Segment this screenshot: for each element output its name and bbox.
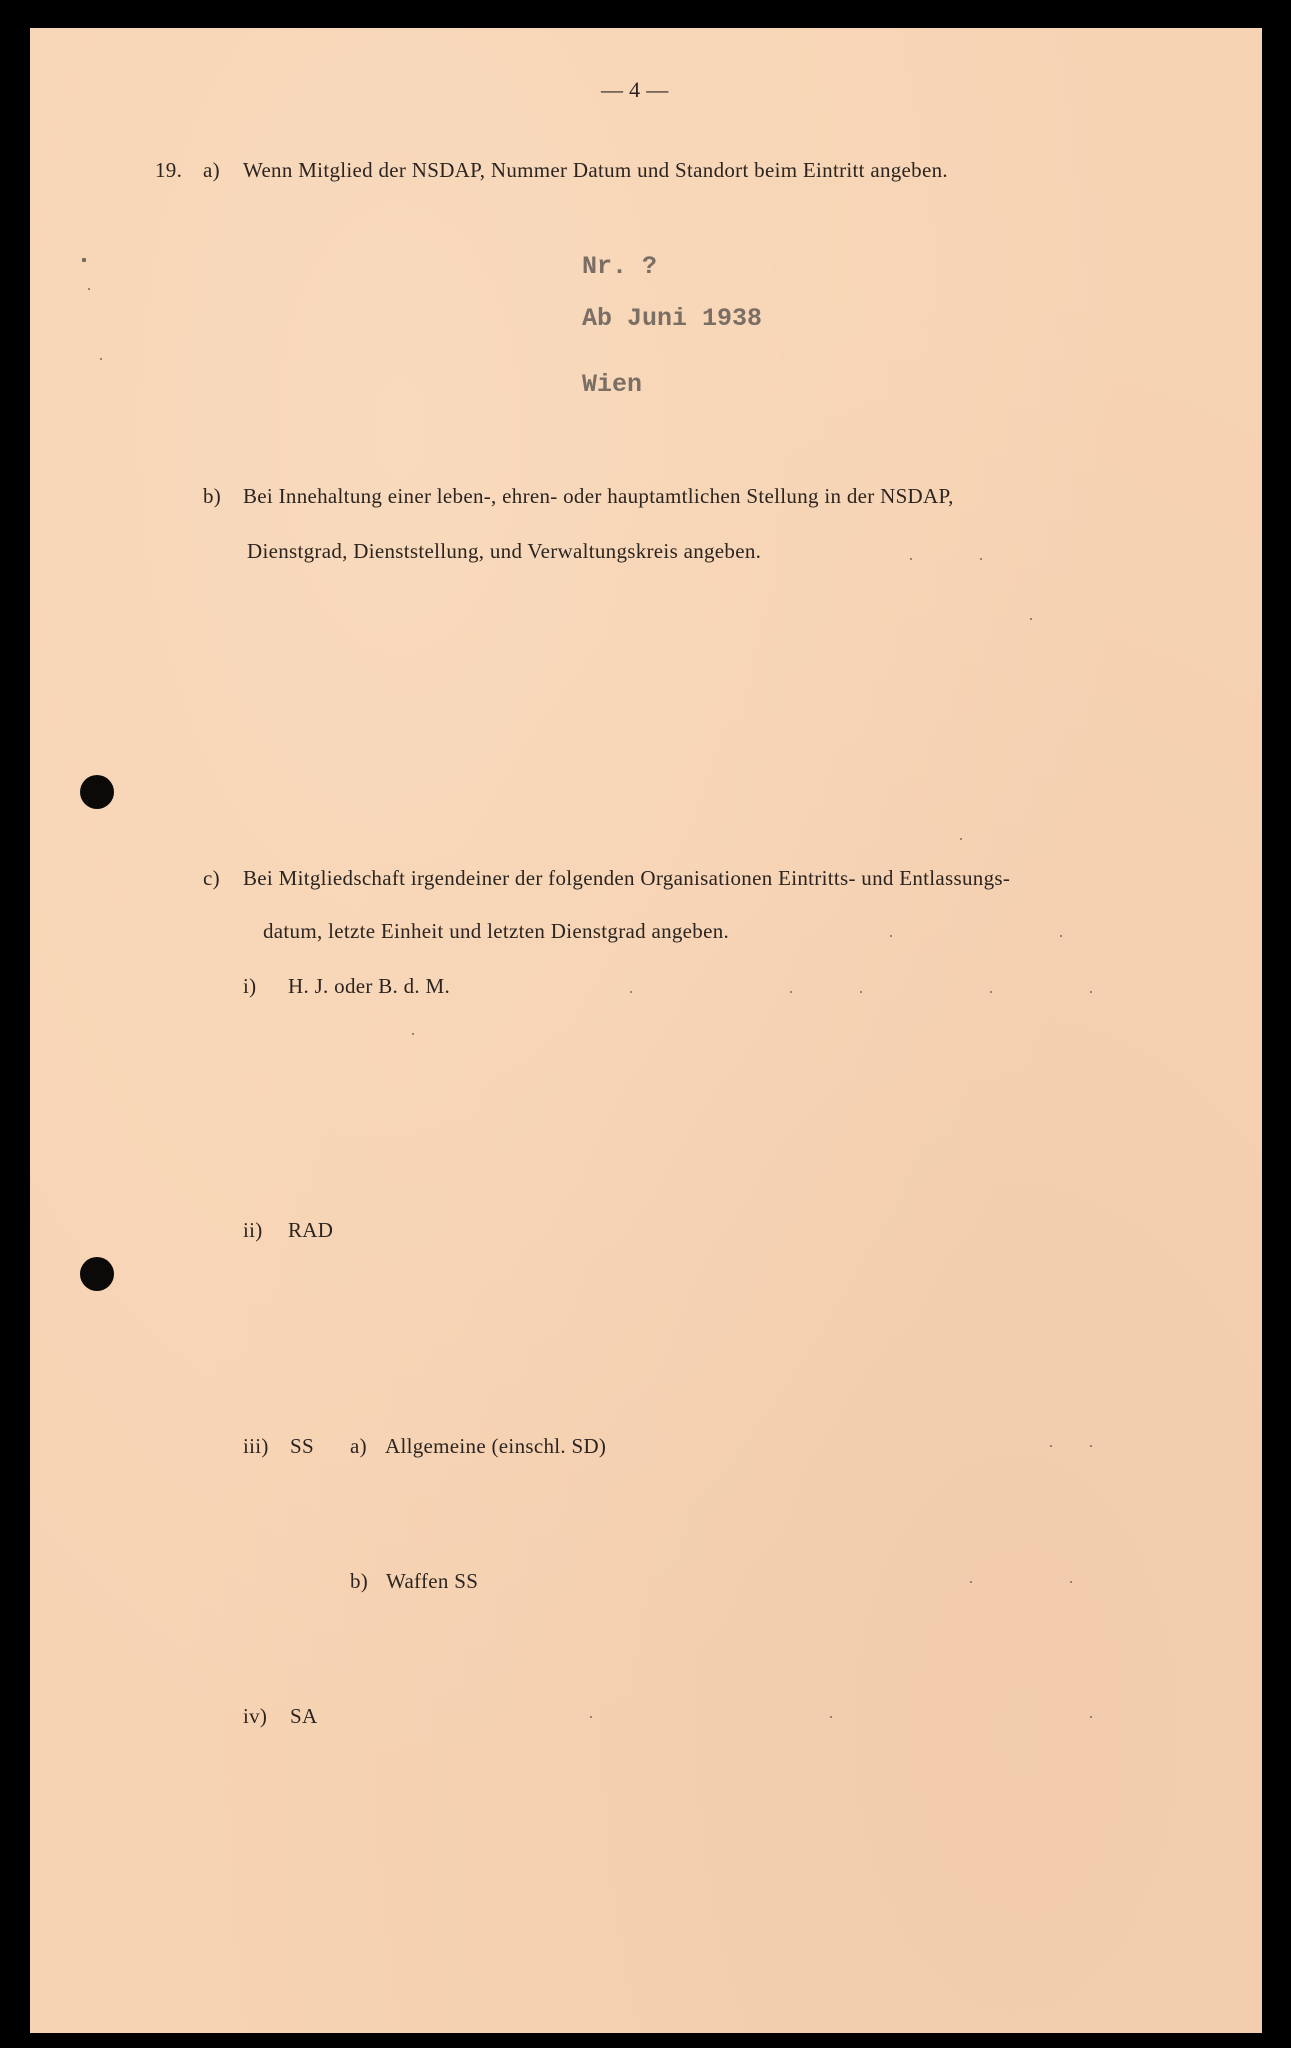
paper-speck	[630, 991, 632, 993]
paper-speck	[890, 935, 892, 937]
paper-speck	[100, 358, 102, 360]
question-19b-line2: Dienstgrad, Dienststellung, und Verwaltungskreis angeben.	[247, 539, 762, 563]
item-iii-sub-a-text: Allgemeine (einschl. SD)	[385, 1434, 607, 1458]
answer-membership-number: Nr. ?	[582, 252, 658, 281]
page-number: — 4 —	[601, 77, 669, 102]
item-i-label: i)	[243, 974, 257, 998]
paper-speck	[790, 991, 792, 993]
answer-entry-date: Ab Juni 1938	[582, 304, 763, 333]
paper-speck	[990, 991, 992, 993]
item-iv-label: iv)	[243, 1704, 268, 1728]
answer-place: Wien	[582, 370, 643, 399]
paper-speck	[910, 558, 912, 560]
question-19a-text: Wenn Mitglied der NSDAP, Nummer Datum und Standort beim Eintritt angeben.	[243, 158, 948, 182]
paper-speck	[1050, 1445, 1052, 1447]
question-19-number: 19.	[155, 158, 183, 182]
paper-speck	[590, 1716, 592, 1718]
document-page	[30, 28, 1262, 2033]
paper-speck	[1060, 935, 1062, 937]
question-19b-line1: Bei Innehaltung einer leben-, ehren- oder hauptamtlichen Stellung in der NSDAP,	[243, 484, 954, 508]
paper-speck	[82, 258, 86, 262]
paper-speck	[980, 558, 982, 560]
question-19c-label: c)	[203, 866, 220, 890]
item-iv-text: SA	[290, 1704, 318, 1728]
paper-speck	[1070, 1581, 1072, 1583]
question-19c-line2: datum, letzte Einheit und letzten Dienstgrad angeben.	[263, 919, 730, 943]
item-iii-sub-b-label: b)	[350, 1569, 369, 1593]
item-iii-text: SS	[290, 1434, 314, 1458]
paper-speck	[1030, 618, 1032, 620]
item-iii-label: iii)	[243, 1434, 269, 1458]
paper-speck	[970, 1581, 972, 1583]
paper-speck	[1090, 1716, 1092, 1718]
paper-speck	[860, 991, 862, 993]
item-iii-sub-b-text: Waffen SS	[386, 1569, 479, 1593]
paper-speck	[1090, 1445, 1092, 1447]
item-i-text: H. J. oder B. d. M.	[288, 974, 451, 998]
paper-speck	[830, 1716, 832, 1718]
item-iii-sub-a-label: a)	[350, 1434, 367, 1458]
item-ii-label: ii)	[243, 1218, 263, 1242]
punch-hole	[80, 1257, 114, 1291]
paper-speck	[960, 838, 962, 840]
question-19a-label: a)	[203, 158, 220, 182]
paper-speck	[88, 288, 90, 290]
paper-speck	[412, 1033, 414, 1035]
item-ii-text: RAD	[288, 1218, 334, 1242]
question-19b-label: b)	[203, 484, 222, 508]
punch-hole	[80, 775, 114, 809]
question-19c-line1: Bei Mitgliedschaft irgendeiner der folgenden Organisationen Eintritts- und Entlassungs-	[243, 866, 1011, 890]
paper-speck	[1090, 991, 1092, 993]
